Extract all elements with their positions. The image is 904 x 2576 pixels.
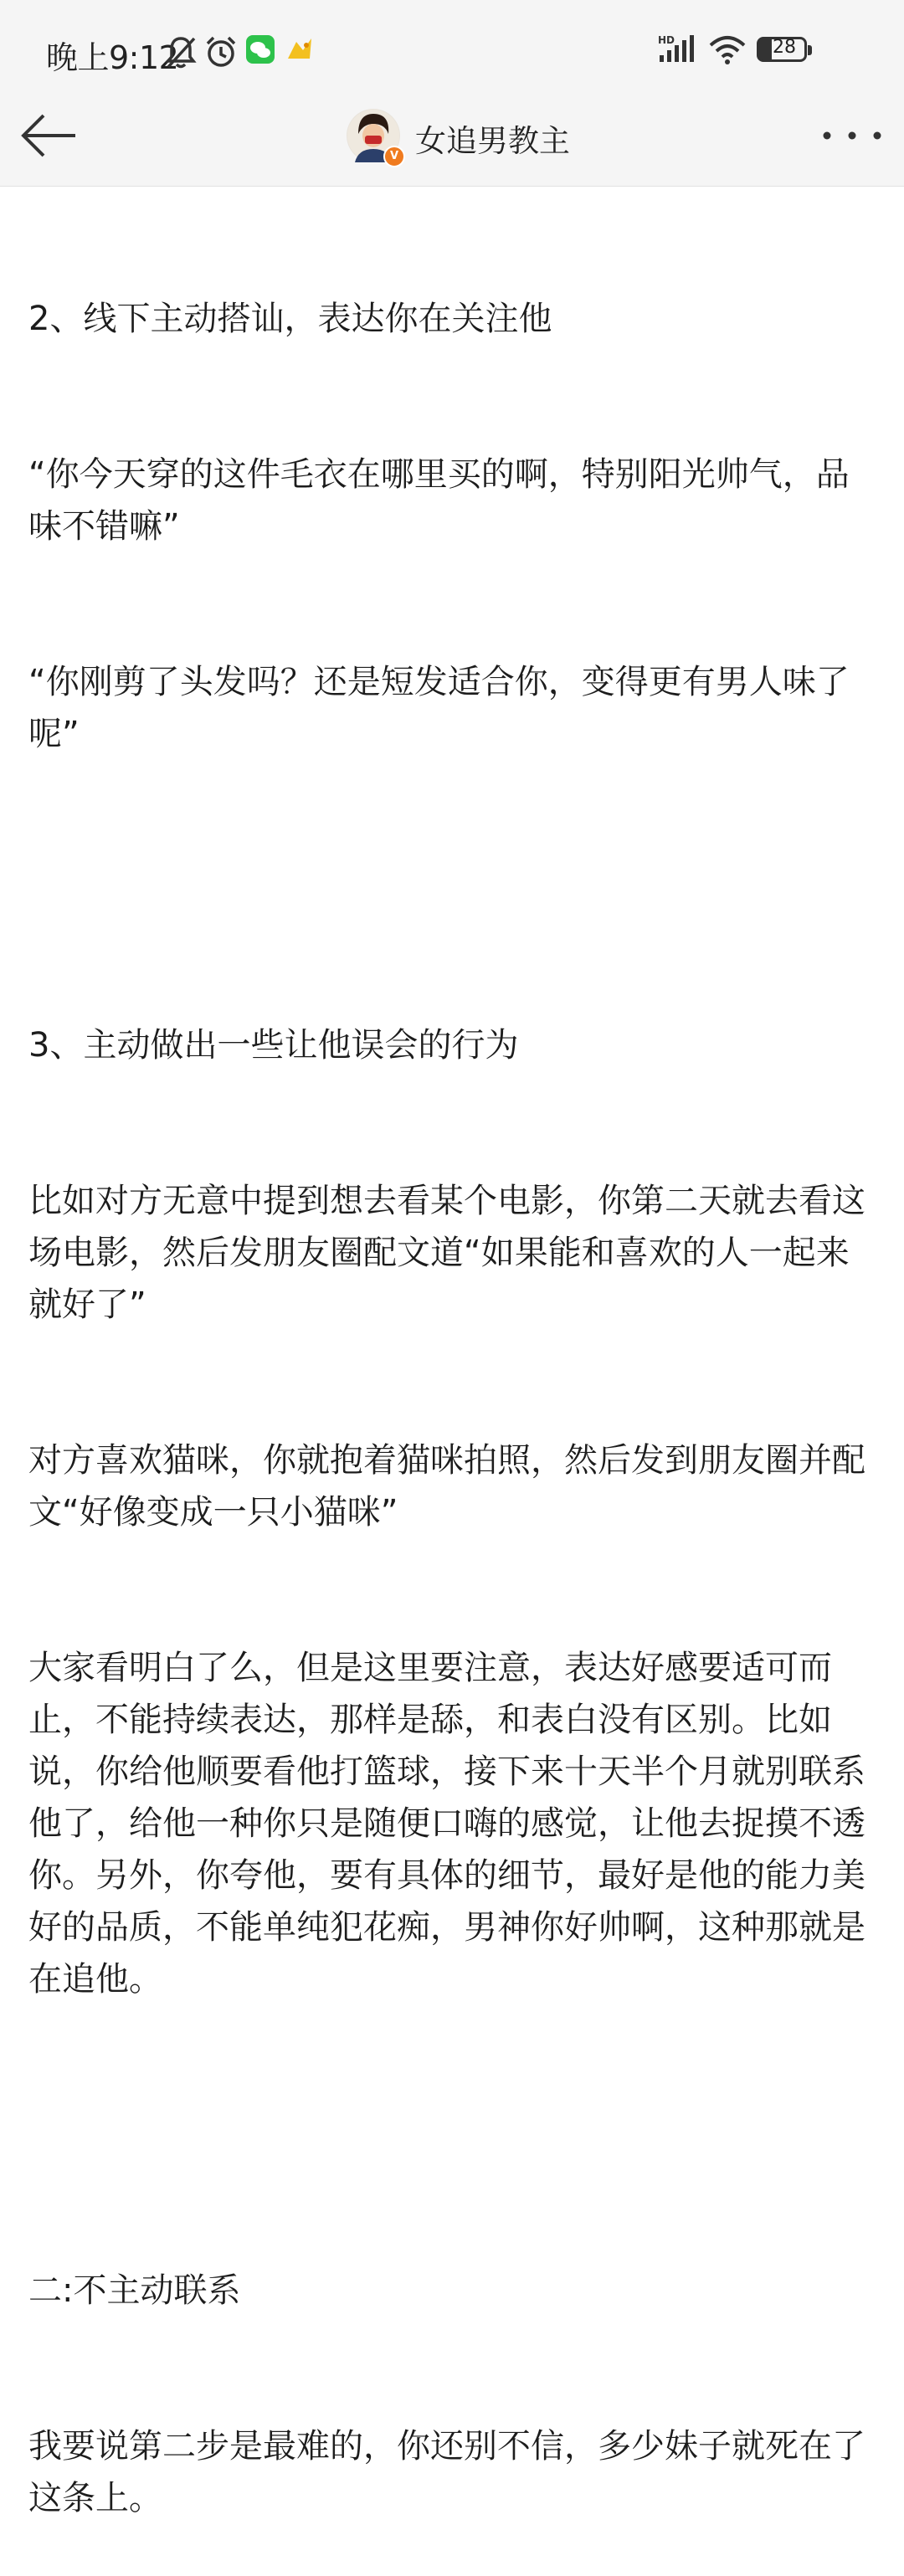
- more-dots-icon[interactable]: [820, 126, 884, 146]
- paragraph: 我要说第二步是最难的，你还别不信，多少妹子就死在了这条上。: [28, 2427, 865, 2517]
- arrow-left-icon[interactable]: [20, 109, 84, 162]
- paragraph: 3、主动做出一些让他误会的行为: [28, 1026, 519, 1065]
- paragraph: 大家看明白了么，但是这里要注意，表达好感要适可而止，不能持续表达，那样是舔，和表白没有区别。比如说，你给他顺要看他打篮球，接下来十天半个月就别联系他了，给他一种你只是随便口嗨的感觉，让他去捉摸不透你。另外，你夸他，要有具体的细节，最好是他的能力美好的品质，不能单纯犯花痴，男神你好帅啊，这种那就是在追他。: [28, 1649, 865, 1999]
- article-body: [28, 189, 874, 2576]
- verified-badge: V: [383, 146, 405, 167]
- paragraph: 二:不主动联系: [28, 2271, 241, 2310]
- app-icon: [285, 33, 315, 67]
- avatar[interactable]: [347, 109, 400, 162]
- top-bar: [0, 0, 904, 187]
- paragraph: 对方喜欢猫咪，你就抱着猫咪拍照，然后发到朋友圈并配文“好像变成一只小猫咪”: [28, 1441, 865, 1532]
- wifi-icon: [708, 33, 747, 67]
- status-bar: [0, 0, 904, 100]
- bell-off-icon: [164, 33, 198, 70]
- alarm-icon: [204, 33, 238, 70]
- network-badge: HD: [658, 34, 675, 46]
- paragraph: 比如对方无意中提到想去看某个电影，你第二天就去看这场电影，然后发朋友圈配文道“如果能和喜欢的人一起来就好了”: [28, 1182, 865, 1324]
- paragraph-spacer: [28, 864, 874, 916]
- battery-level: 28: [773, 37, 796, 58]
- paragraph: “你今天穿的这件毛衣在哪里买的啊，特别阳光帅气，品味不错嘛”: [28, 455, 850, 546]
- paragraph: “你刚剪了头发吗？还是短发适合你，变得更有男人味了呢”: [28, 663, 850, 753]
- page-title[interactable]: 女追男教主: [415, 123, 570, 159]
- battery-icon: [757, 37, 807, 62]
- wechat-icon: [246, 33, 276, 67]
- nav-bar: [0, 100, 904, 184]
- paragraph-spacer: [28, 2109, 874, 2161]
- status-time: 晚上9:12: [46, 39, 179, 76]
- paragraph: 2、线下主动搭讪，表达你在关注他: [28, 300, 552, 338]
- signal-icon: [658, 33, 700, 67]
